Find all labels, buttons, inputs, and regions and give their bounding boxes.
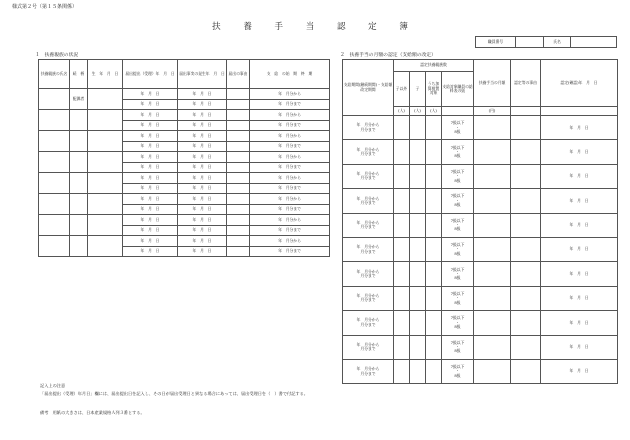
grade-top: 7級以下 [450, 364, 465, 370]
notes-line: 「届出提出（受理）年月日」欄には、届出提出日を記入し、その日が届出受理日と異なる場合にあっては、届出受理日を（ ）書で付記する。 [40, 391, 308, 396]
special-count-cell[interactable] [426, 359, 442, 383]
report-reason-cell[interactable] [227, 99, 250, 110]
allowance-table [342, 59, 618, 384]
period-year: 年 [356, 317, 361, 323]
grade-bottom: 8級 [454, 299, 461, 305]
unit-blank [442, 107, 474, 116]
special-count-cell[interactable] [426, 335, 442, 359]
section1-heading: １ 扶養親族の状況 [35, 53, 79, 58]
report-reason-cell[interactable] [227, 246, 250, 257]
monthly-amount-cell[interactable] [474, 189, 511, 213]
col-birth-date: 生 年 月 日 [88, 60, 123, 89]
period-cell[interactable]: 年 月分から [250, 173, 330, 184]
report-reason-cell[interactable] [227, 162, 250, 173]
period-cell[interactable] [343, 116, 394, 140]
occurrence-date-cell[interactable]: 年 月 日 [178, 194, 227, 205]
period-from: 月分から [364, 219, 380, 225]
non-child-count-cell[interactable] [394, 189, 410, 213]
period-cell[interactable]: 年 月分から [250, 110, 330, 121]
period-cell[interactable]: 年 月分から [250, 236, 330, 247]
child-count-cell[interactable] [410, 189, 426, 213]
special-count-cell[interactable] [426, 237, 442, 261]
period-cell[interactable] [343, 335, 394, 359]
period-year: 年 [356, 341, 361, 347]
dependent-name-cell[interactable] [39, 236, 70, 257]
monthly-amount-cell[interactable] [474, 311, 511, 335]
child-count-cell[interactable] [410, 140, 426, 164]
occurrence-date-cell[interactable]: 年 月 日 [178, 162, 227, 173]
period-cell[interactable]: 年 月分まで [250, 99, 330, 110]
report-reason-cell[interactable] [227, 89, 250, 100]
col-relation: 続 柄 [70, 60, 88, 89]
period-from: 月分から [364, 146, 380, 152]
non-child-count-cell[interactable] [394, 164, 410, 188]
notes-remark: 備考 用紙の大きさは、日本産業規格Ａ列３番とする。 [40, 410, 145, 415]
report-reason-cell[interactable] [227, 204, 250, 215]
period-to: 月分まで [360, 346, 376, 352]
special-count-cell[interactable] [426, 189, 442, 213]
reason-cell[interactable] [511, 237, 541, 261]
period-cell[interactable]: 年 月分まで [250, 246, 330, 257]
occurrence-date-cell[interactable]: 年 月 日 [178, 183, 227, 194]
period-year: 年 [356, 293, 361, 299]
relation-cell[interactable] [70, 215, 88, 236]
period-cell[interactable]: 年 月分から [250, 89, 330, 100]
col-decision-date: 認定(確認)年 月 日 [541, 60, 618, 107]
period-cell[interactable]: 年 月分まで [250, 162, 330, 173]
grade-bottom: 8級 [454, 324, 461, 329]
relation-cell[interactable] [70, 236, 88, 257]
report-date-cell[interactable]: 年 月 日 [123, 89, 178, 100]
decision-date-cell[interactable]: 年 月 日 [541, 189, 618, 213]
period-to: 月分まで [360, 273, 376, 279]
grade-bottom: 8級 [454, 348, 461, 354]
occurrence-date-cell[interactable]: 年 月 日 [178, 110, 227, 121]
report-date-cell[interactable]: 年 月 日 [123, 194, 178, 205]
grade-top: 7級以下 [450, 266, 465, 272]
col-payment-period: 支 給 の始 期 終 期 [250, 60, 330, 89]
reason-cell[interactable] [511, 116, 541, 140]
non-child-count-cell[interactable] [394, 140, 410, 164]
dependent-name-cell[interactable] [39, 152, 70, 173]
reason-cell[interactable] [511, 262, 541, 286]
non-child-count-cell[interactable] [394, 213, 410, 237]
birth-date-cell[interactable] [88, 131, 123, 152]
grade-cell[interactable]: 7級以下 ・ 8級 [442, 311, 474, 335]
special-count-cell[interactable] [426, 116, 442, 140]
decision-date-cell[interactable]: 年 月 日 [541, 335, 618, 359]
special-count-cell[interactable] [426, 262, 442, 286]
decision-date-cell[interactable]: 年 月 日 [541, 213, 618, 237]
unit-yen: (円) [474, 107, 511, 116]
period-to: 月分まで [360, 175, 376, 181]
monthly-amount-cell[interactable] [474, 116, 511, 140]
period-to: 月分まで [360, 321, 376, 327]
decision-date-cell[interactable]: 年 月 日 [541, 237, 618, 261]
unit-people: (人) [410, 107, 426, 116]
child-count-cell[interactable] [410, 286, 426, 310]
report-reason-cell[interactable] [227, 131, 250, 142]
col-dependent-name: 扶養親族の氏名 [39, 60, 70, 89]
decision-date-cell[interactable]: 年 月 日 [541, 359, 618, 383]
report-date-cell[interactable]: 年 月 日 [123, 120, 178, 131]
dependent-name-cell[interactable] [39, 89, 70, 110]
report-date-cell[interactable]: 年 月 日 [123, 131, 178, 142]
occurrence-date-cell[interactable]: 年 月 日 [178, 173, 227, 184]
report-date-cell[interactable]: 年 月 日 [123, 141, 178, 152]
col-child: 子 [410, 72, 426, 107]
grade-cell[interactable]: 7級以下 ・ 8級 [442, 286, 474, 310]
special-count-cell[interactable] [426, 164, 442, 188]
grade-top: 7級以下 [450, 217, 465, 223]
report-reason-cell[interactable] [227, 183, 250, 194]
relation-cell[interactable] [70, 194, 88, 215]
period-from: 月分から [364, 366, 380, 372]
report-reason-cell[interactable] [227, 215, 250, 226]
period-to: 月分まで [360, 224, 376, 230]
birth-date-cell[interactable] [88, 215, 123, 236]
decision-date-cell[interactable]: 年 月 日 [541, 262, 618, 286]
period-to: 月分まで [360, 248, 376, 254]
col-reason: 認定等の事由 [511, 60, 541, 107]
period-cell[interactable]: 年 月分まで [250, 183, 330, 194]
occurrence-date-cell[interactable]: 年 月 日 [178, 99, 227, 110]
period-year: 年 [356, 195, 361, 201]
col-monthly-amount: 扶養手当の月額 [474, 60, 511, 107]
occurrence-date-cell[interactable]: 年 月 日 [178, 131, 227, 142]
child-count-cell[interactable] [410, 262, 426, 286]
report-reason-cell[interactable] [227, 120, 250, 131]
page-title: 扶 養 手 当 認 定 簿 [212, 22, 418, 32]
reason-cell[interactable] [511, 311, 541, 335]
grade-top: 7級以下 [450, 290, 465, 296]
section2-heading: ２ 扶養手当の月額の認定（支給額の改定） [340, 53, 436, 58]
child-count-cell[interactable] [410, 237, 426, 261]
report-date-cell[interactable]: 年 月 日 [123, 173, 178, 184]
staff-info-table [475, 36, 617, 48]
period-year: 年 [356, 268, 361, 274]
relation-cell[interactable] [70, 131, 88, 152]
grade-cell[interactable]: 7級以下 ・ 8級 [442, 116, 474, 140]
monthly-amount-cell[interactable] [474, 140, 511, 164]
report-date-cell[interactable]: 年 月 日 [123, 99, 178, 110]
report-reason-cell[interactable] [227, 110, 250, 121]
report-reason-cell[interactable] [227, 225, 250, 236]
reason-cell[interactable] [511, 140, 541, 164]
period-year: 年 [356, 122, 361, 128]
non-child-count-cell[interactable] [394, 262, 410, 286]
period-cell[interactable] [343, 189, 394, 213]
grade-cell[interactable]: 7級以下 ・ 8級 [442, 237, 474, 261]
period-cell[interactable]: 年 月分から [250, 194, 330, 205]
period-cell[interactable] [343, 213, 394, 237]
report-date-cell[interactable]: 年 月 日 [123, 225, 178, 236]
col-occurrence-date: 届出事実の発生年 月 日 [178, 60, 227, 89]
dependent-name-cell[interactable] [39, 173, 70, 194]
reason-cell[interactable] [511, 335, 541, 359]
report-date-cell[interactable]: 年 月 日 [123, 236, 178, 247]
grade-top: 7級以下 [450, 168, 465, 174]
grade-top: 7級以下 [450, 315, 465, 321]
dependent-name-cell[interactable] [39, 131, 70, 152]
non-child-count-cell[interactable] [394, 335, 410, 359]
child-count-cell[interactable] [410, 311, 426, 335]
relation-cell[interactable] [70, 152, 88, 173]
monthly-amount-cell[interactable] [474, 335, 511, 359]
notes-heading: 記入上の注意 [40, 383, 66, 388]
occurrence-date-cell[interactable]: 年 月 日 [178, 120, 227, 131]
period-cell[interactable] [343, 262, 394, 286]
period-year: 年 [356, 366, 361, 372]
period-cell[interactable] [343, 286, 394, 310]
decision-date-cell[interactable]: 年 月 日 [541, 140, 618, 164]
period-cell[interactable]: 年 月分まで [250, 225, 330, 236]
report-reason-cell[interactable] [227, 236, 250, 247]
occurrence-date-cell[interactable]: 年 月 日 [178, 215, 227, 226]
child-count-cell[interactable] [410, 116, 426, 140]
unit-people: (人) [394, 107, 410, 116]
child-count-cell[interactable] [410, 359, 426, 383]
special-count-cell[interactable] [426, 286, 442, 310]
form-number: 様式第２号（第１５条関係） [12, 4, 78, 10]
child-count-cell[interactable] [410, 335, 426, 359]
period-from: 月分から [364, 293, 380, 299]
reason-cell[interactable] [511, 286, 541, 310]
decision-date-cell[interactable]: 年 月 日 [541, 164, 618, 188]
occurrence-date-cell[interactable]: 年 月 日 [178, 246, 227, 257]
staff-number-field[interactable] [516, 37, 544, 48]
report-reason-cell[interactable] [227, 173, 250, 184]
birth-date-cell[interactable] [88, 152, 123, 173]
period-from: 月分から [364, 268, 380, 274]
period-from: 月分から [364, 341, 380, 347]
special-count-cell[interactable] [426, 213, 442, 237]
report-date-cell[interactable]: 年 月 日 [123, 204, 178, 215]
grade-bottom: 8級 [454, 275, 461, 281]
birth-date-cell[interactable] [88, 110, 123, 131]
unit-blank [541, 107, 618, 116]
grade-top: 7級以下 [450, 193, 465, 199]
period-cell[interactable] [343, 140, 394, 164]
monthly-amount-cell[interactable] [474, 164, 511, 188]
grade-cell[interactable]: 7級以下 ・ 8級 [442, 213, 474, 237]
period-to: 月分まで [360, 199, 376, 205]
reason-cell[interactable] [511, 359, 541, 383]
monthly-amount-cell[interactable] [474, 213, 511, 237]
report-date-cell[interactable]: 年 月 日 [123, 183, 178, 194]
period-cell[interactable] [343, 359, 394, 383]
period-cell[interactable] [343, 311, 394, 335]
birth-date-cell[interactable] [88, 173, 123, 194]
grade-cell[interactable]: 7級以下 ・ 8級 [442, 140, 474, 164]
col-period: 支給期間(継続期間)・支給額改定期間 [343, 60, 394, 116]
period-from: 月分から [364, 195, 380, 201]
relation-cell[interactable] [70, 110, 88, 131]
col-grade: 支給対象職員の給料表の級 [442, 72, 474, 107]
birth-date-cell[interactable] [88, 89, 123, 110]
occurrence-date-cell[interactable]: 年 月 日 [178, 236, 227, 247]
report-date-cell[interactable]: 年 月 日 [123, 246, 178, 257]
staff-number-label: 職員番号 [476, 37, 516, 48]
monthly-amount-cell[interactable] [474, 359, 511, 383]
period-cell[interactable]: 年 月分から [250, 131, 330, 142]
period-cell[interactable]: 年 月分から [250, 215, 330, 226]
grade-bottom: 8級 [454, 177, 461, 183]
col-non-child: 子以外 [394, 72, 410, 107]
grade-cell[interactable]: 7級以下 ・ 8級 [442, 189, 474, 213]
period-from: 月分から [364, 244, 380, 250]
period-to: 月分まで [360, 126, 376, 132]
period-year: 年 [356, 219, 361, 225]
grade-bottom: 8級 [454, 250, 461, 256]
dependent-name-cell[interactable] [39, 215, 70, 236]
period-to: 月分まで [360, 297, 376, 303]
report-reason-cell[interactable] [227, 194, 250, 205]
report-date-cell[interactable]: 年 月 日 [123, 152, 178, 163]
period-cell[interactable]: 年 月分まで [250, 141, 330, 152]
period-from: 月分から [364, 171, 380, 177]
monthly-amount-cell[interactable] [474, 237, 511, 261]
dependent-name-cell[interactable] [39, 110, 70, 131]
non-child-count-cell[interactable] [394, 286, 410, 310]
dependent-name-cell[interactable] [39, 194, 70, 215]
non-child-count-cell[interactable] [394, 359, 410, 383]
period-to: 月分まで [360, 151, 376, 157]
monthly-amount-cell[interactable] [474, 262, 511, 286]
report-reason-cell[interactable] [227, 141, 250, 152]
unit-people: (人) [426, 107, 442, 116]
non-child-count-cell[interactable] [394, 311, 410, 335]
name-label: 氏名 [544, 37, 571, 48]
decision-date-cell[interactable]: 年 月 日 [541, 286, 618, 310]
grade-cell[interactable]: 7級以下 ・ 8級 [442, 359, 474, 383]
grade-top: 7級以下 [450, 144, 465, 150]
occurrence-date-cell[interactable]: 年 月 日 [178, 141, 227, 152]
period-cell[interactable]: 年 月分まで [250, 120, 330, 131]
occurrence-date-cell[interactable]: 年 月 日 [178, 204, 227, 215]
decision-date-cell[interactable]: 年 月 日 [541, 311, 618, 335]
col-dependent-count: 認定扶養親族数 [394, 60, 474, 72]
non-child-count-cell[interactable] [394, 237, 410, 261]
child-count-cell[interactable] [410, 213, 426, 237]
period-cell[interactable] [343, 237, 394, 261]
birth-date-cell[interactable] [88, 236, 123, 257]
grade-bottom: 8級 [454, 226, 461, 232]
decision-date-cell[interactable]: 年 月 日 [541, 116, 618, 140]
child-count-cell[interactable] [410, 164, 426, 188]
name-field[interactable] [571, 37, 617, 48]
grade-cell[interactable]: 7級以下 ・ 8級 [442, 335, 474, 359]
period-from: 月分から [364, 317, 380, 323]
occurrence-date-cell[interactable]: 年 月 日 [178, 89, 227, 100]
relation-cell[interactable]: 配偶者 [70, 89, 88, 110]
report-date-cell[interactable]: 年 月 日 [123, 215, 178, 226]
non-child-count-cell[interactable] [394, 116, 410, 140]
col-report-date: 届出提出（受理）年 月 日 [123, 60, 178, 89]
reason-cell[interactable] [511, 164, 541, 188]
grade-top: 7級以下 [450, 242, 465, 248]
grade-bottom: 8級 [454, 202, 461, 208]
grade-cell[interactable]: 7級以下 ・ 8級 [442, 164, 474, 188]
period-cell[interactable] [343, 164, 394, 188]
period-from: 月分から [364, 122, 380, 128]
special-count-cell[interactable] [426, 140, 442, 164]
reason-cell[interactable] [511, 213, 541, 237]
report-reason-cell[interactable] [227, 152, 250, 163]
period-year: 年 [356, 171, 361, 177]
period-cell[interactable]: 年 月分から [250, 152, 330, 163]
dependents-table [38, 59, 330, 257]
monthly-amount-cell[interactable] [474, 286, 511, 310]
report-date-cell[interactable]: 年 月 日 [123, 162, 178, 173]
grade-bottom: 8級 [454, 128, 461, 134]
occurrence-date-cell[interactable]: 年 月 日 [178, 225, 227, 236]
grade-cell[interactable]: 7級以下 ・ 8級 [442, 262, 474, 286]
period-cell[interactable]: 年 月分まで [250, 204, 330, 215]
col-special: うち加算措置対象 [426, 72, 442, 107]
relation-cell[interactable] [70, 173, 88, 194]
period-to: 月分まで [360, 370, 376, 376]
occurrence-date-cell[interactable]: 年 月 日 [178, 152, 227, 163]
special-count-cell[interactable] [426, 311, 442, 335]
birth-date-cell[interactable] [88, 194, 123, 215]
period-year: 年 [356, 244, 361, 250]
unit-blank [511, 107, 541, 116]
report-date-cell[interactable]: 年 月 日 [123, 110, 178, 121]
reason-cell[interactable] [511, 189, 541, 213]
grade-top: 7級以下 [450, 120, 465, 126]
col-report-reason: 届出の事由 [227, 60, 250, 89]
grade-bottom: 8級 [454, 153, 461, 159]
grade-top: 7級以下 [450, 339, 465, 345]
grade-bottom: 8級 [454, 372, 461, 378]
period-year: 年 [356, 146, 361, 152]
